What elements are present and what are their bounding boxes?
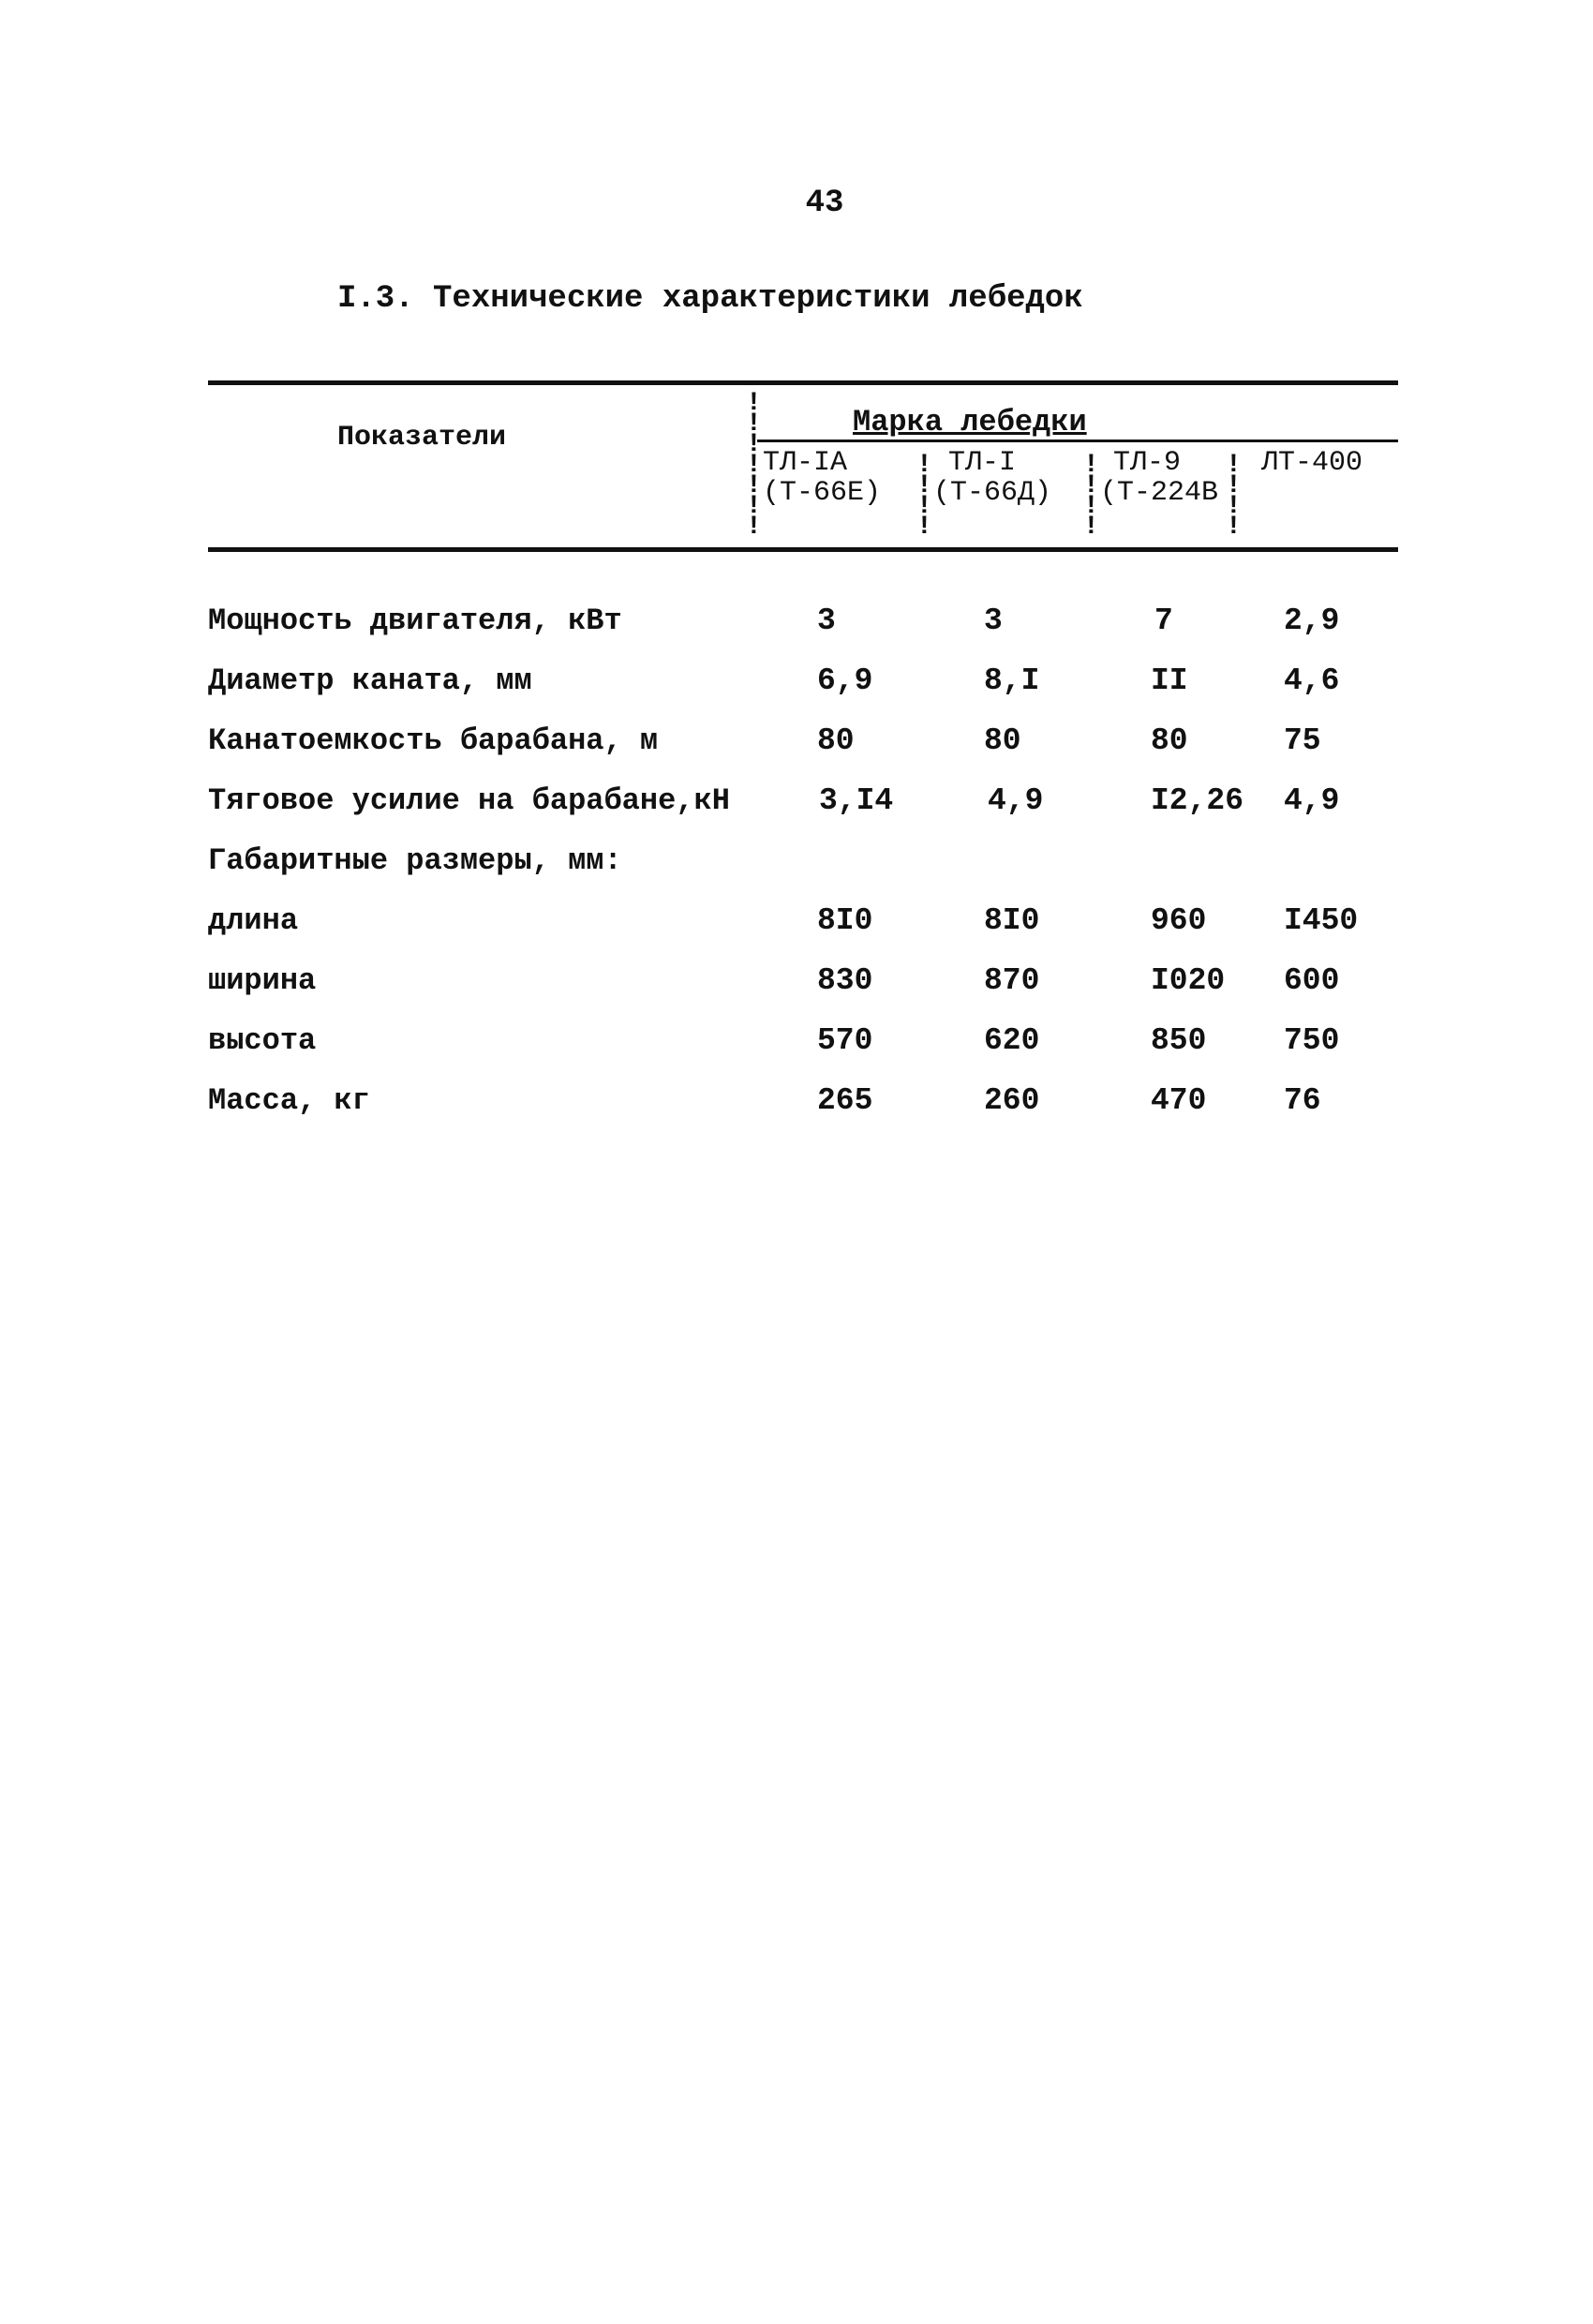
table-row bbox=[208, 603, 1426, 650]
cell-value: II bbox=[1151, 663, 1188, 698]
cell-value: 8I0 bbox=[817, 903, 873, 938]
cell-value: 3,I4 bbox=[819, 783, 894, 818]
cell-value: 7 bbox=[1154, 603, 1173, 638]
column-separator: ! ! ! ! bbox=[1083, 451, 1099, 542]
row-label: длина bbox=[208, 903, 299, 938]
cell-value: 6,9 bbox=[817, 663, 873, 698]
cell-value: 2,9 bbox=[1284, 603, 1340, 638]
row-label: Диаметр каната, мм bbox=[208, 663, 532, 698]
cell-value: 830 bbox=[817, 963, 873, 998]
group-underline-rule bbox=[757, 439, 1398, 442]
cell-value: 4,9 bbox=[988, 783, 1044, 818]
table-row bbox=[208, 843, 1426, 890]
cell-value: 76 bbox=[1284, 1083, 1321, 1118]
cell-value: 3 bbox=[817, 603, 836, 638]
table-row bbox=[208, 783, 1426, 830]
row-label: Мощность двигателя, кВт bbox=[208, 603, 622, 638]
cell-value: 470 bbox=[1151, 1083, 1207, 1118]
cell-value: 265 bbox=[817, 1083, 873, 1118]
column-header-line1: ЛТ-400 bbox=[1261, 447, 1363, 479]
cell-value: 620 bbox=[984, 1023, 1040, 1058]
cell-value: 80 bbox=[1151, 723, 1188, 758]
cell-value: I450 bbox=[1284, 903, 1359, 938]
cell-value: 80 bbox=[984, 723, 1021, 758]
table-row bbox=[208, 963, 1426, 1010]
column-separator: ! ! ! ! bbox=[916, 451, 932, 542]
cell-value: 8,I bbox=[984, 663, 1040, 698]
column-header-3 bbox=[1100, 448, 1218, 508]
column-header-line1: ТЛ-9 bbox=[1113, 447, 1182, 479]
table-title: I.3. Технические характеристики лебедок bbox=[337, 281, 1083, 317]
table-row bbox=[208, 903, 1426, 950]
column-header-4 bbox=[1261, 448, 1362, 478]
cell-value: 4,6 bbox=[1284, 663, 1340, 698]
header-group-label: Марка лебедки bbox=[853, 405, 1087, 439]
row-label: Габаритные размеры, мм: bbox=[208, 843, 622, 878]
column-header-1 bbox=[763, 448, 881, 508]
table-header-bottom-rule bbox=[208, 547, 1398, 552]
table-row bbox=[208, 1083, 1426, 1130]
cell-value: 3 bbox=[984, 603, 1003, 638]
column-header-line1: ТЛ-IА bbox=[763, 447, 848, 479]
row-label: Канатоемкость барабана, м bbox=[208, 723, 659, 758]
cell-value: 600 bbox=[1284, 963, 1340, 998]
cell-value: 75 bbox=[1284, 723, 1321, 758]
cell-value: 260 bbox=[984, 1083, 1040, 1118]
cell-value: 80 bbox=[817, 723, 855, 758]
cell-value: 750 bbox=[1284, 1023, 1340, 1058]
cell-value: I020 bbox=[1151, 963, 1226, 998]
column-header-2 bbox=[933, 448, 1051, 508]
column-header-line2: (Т-66Д) bbox=[933, 477, 1052, 509]
cell-value: I2,26 bbox=[1151, 783, 1244, 818]
cell-value: 4,9 bbox=[1284, 783, 1340, 818]
page-number: 43 bbox=[805, 186, 844, 221]
cell-value: 570 bbox=[817, 1023, 873, 1058]
table-row bbox=[208, 1023, 1426, 1070]
column-header-line2: (Т-224В bbox=[1100, 477, 1219, 509]
row-label: Масса, кг bbox=[208, 1083, 370, 1118]
cell-value: 850 bbox=[1151, 1023, 1207, 1058]
header-indicator-label: Показатели bbox=[337, 422, 507, 454]
row-label: ширина bbox=[208, 963, 317, 998]
column-header-line1: ТЛ-I bbox=[948, 447, 1017, 479]
cell-value: 8I0 bbox=[984, 903, 1040, 938]
row-label: высота bbox=[208, 1023, 317, 1058]
column-header-line2: (Т-66Е) bbox=[763, 477, 882, 509]
table-row bbox=[208, 663, 1426, 710]
cell-value: 870 bbox=[984, 963, 1040, 998]
column-separator: ! ! ! ! ! ! ! bbox=[746, 389, 762, 542]
cell-value: 960 bbox=[1151, 903, 1207, 938]
column-separator: ! ! ! ! bbox=[1226, 451, 1242, 542]
table-row bbox=[208, 723, 1426, 770]
row-label: Тяговое усилие на барабане,кН bbox=[208, 783, 730, 818]
table-top-rule bbox=[208, 380, 1398, 385]
